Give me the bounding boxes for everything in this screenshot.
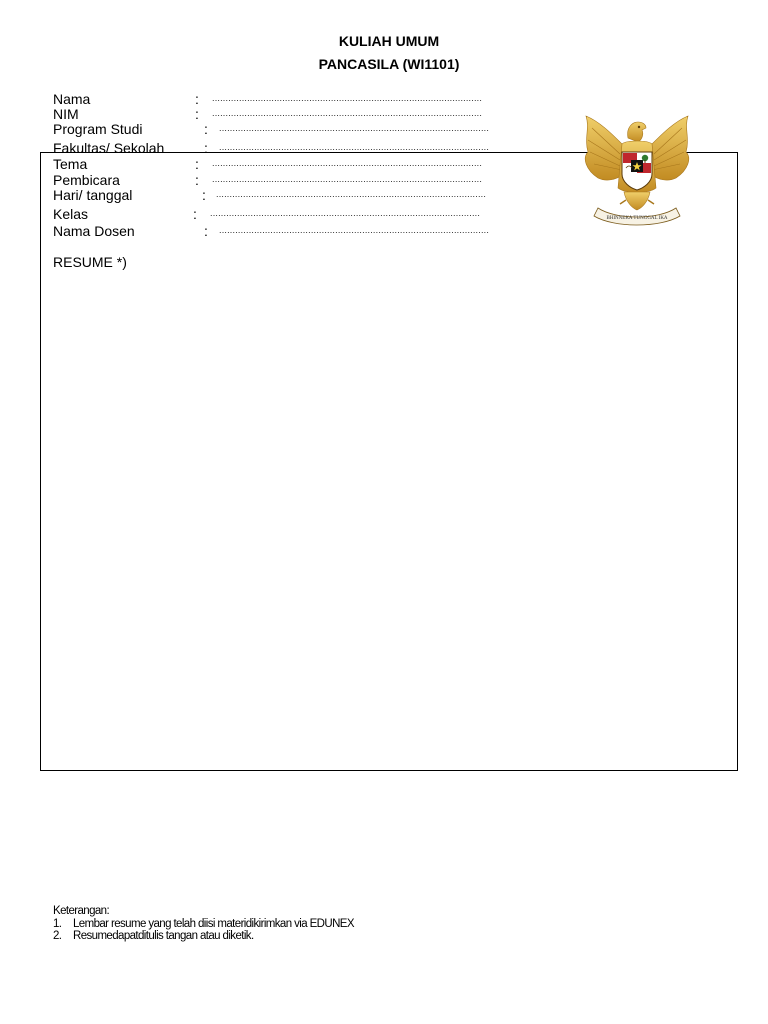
field-colon: : <box>202 187 206 203</box>
field-colon: : <box>204 121 208 137</box>
field-dots: .................................................................................................... <box>216 189 487 199</box>
field-pembicara[interactable] <box>53 172 533 188</box>
field-dots: .................................................................................................... <box>212 93 483 103</box>
field-label: Nama <box>53 91 91 107</box>
garuda-pancasila-emblem-icon <box>576 108 698 232</box>
doc-title-line1: KULIAH UMUM <box>338 33 440 49</box>
field-dots: .................................................................................................... <box>212 108 483 118</box>
note-number: 1. <box>53 917 62 930</box>
field-colon: : <box>195 106 199 122</box>
field-dots: .................................................................................................... <box>212 174 483 184</box>
note-number: 2. <box>53 930 62 942</box>
notes-section <box>53 905 354 943</box>
resume-label: RESUME *) <box>53 254 127 270</box>
field-tema[interactable] <box>53 156 533 172</box>
field-colon: : <box>195 91 199 107</box>
field-fakultas-sekolah[interactable] <box>53 140 533 156</box>
field-label: Tema <box>53 156 88 172</box>
field-colon: : <box>204 140 208 156</box>
field-label: Pembicara <box>53 172 120 188</box>
field-label: Program Studi <box>53 121 143 137</box>
field-nama[interactable] <box>53 91 533 107</box>
field-kelas[interactable] <box>53 206 533 222</box>
field-program-studi[interactable] <box>53 121 533 137</box>
field-label: NIM <box>53 106 79 122</box>
field-dots: .................................................................................................... <box>210 208 481 218</box>
field-label: Kelas <box>53 206 89 222</box>
field-label: Nama Dosen <box>53 223 135 239</box>
note-item <box>53 918 354 931</box>
field-colon: : <box>193 206 197 222</box>
field-dots: .................................................................................................... <box>219 225 490 235</box>
note-text: Resumedapatditulis tangan atau diketik. <box>73 930 254 942</box>
note-text: Lembar resume yang telah diisi materidikirimkan via EDUNEX <box>73 917 354 930</box>
field-colon: : <box>195 172 199 188</box>
field-dots: .................................................................................................... <box>219 123 490 133</box>
field-nama-dosen[interactable] <box>53 223 533 239</box>
field-dots: .................................................................................................... <box>212 158 483 168</box>
resume-box[interactable] <box>40 152 738 771</box>
field-label: Fakultas/ Sekolah <box>53 140 165 156</box>
doc-title-line2: PANCASILA (WI1101) <box>318 56 460 72</box>
field-nim[interactable] <box>53 106 533 122</box>
field-label: Hari/ tanggal <box>53 187 133 203</box>
field-colon: : <box>195 156 199 172</box>
field-dots: .................................................................................................... <box>219 142 490 152</box>
field-hari-tanggal[interactable] <box>53 187 533 203</box>
field-colon: : <box>204 223 208 239</box>
svg-text:BHINNEKA TUNGGAL IKA: BHINNEKA TUNGGAL IKA <box>606 216 668 221</box>
notes-heading: Keterangan: <box>53 905 110 917</box>
note-item <box>53 930 354 943</box>
